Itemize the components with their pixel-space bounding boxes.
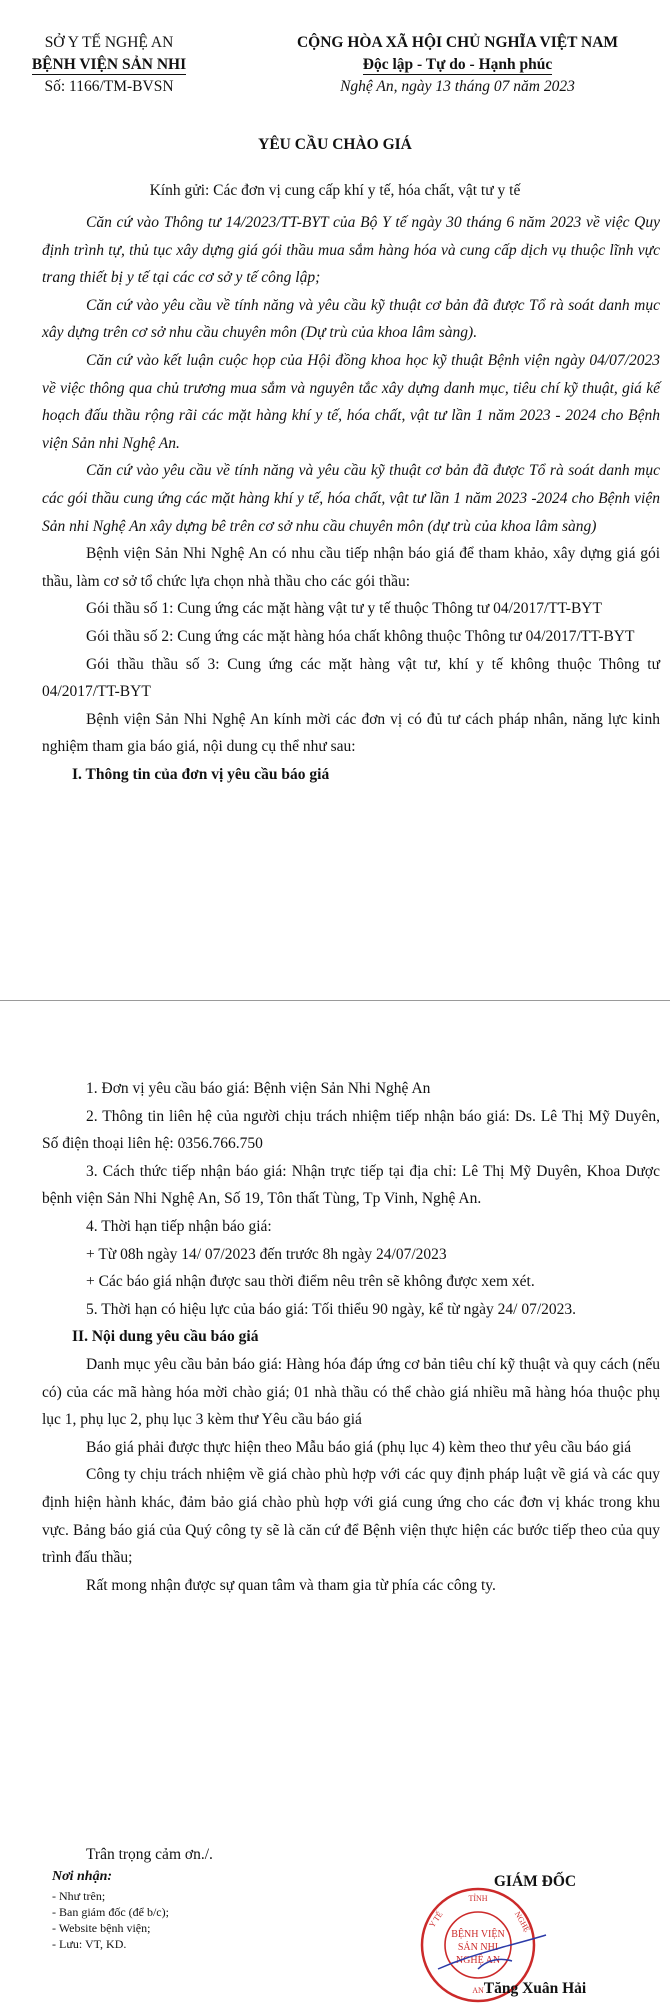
header-left bbox=[14, 32, 204, 98]
info-item-4: 4. Thời hạn tiếp nhận báo giá: bbox=[86, 1217, 272, 1235]
place-date: Nghệ An, ngày 13 tháng 07 năm 2023 bbox=[340, 78, 575, 95]
seal-bottom-text: AN bbox=[472, 1986, 484, 1995]
info-item-1: 1. Đơn vị yêu cầu báo giá: Bệnh viện Sản Nhi Nghệ An bbox=[86, 1080, 431, 1097]
page-1-body bbox=[42, 209, 660, 788]
header-right bbox=[245, 32, 670, 98]
content-paragraph-1: Danh mục yêu cầu bản báo giá: Hàng hóa đáp ứng cơ bản tiêu chí kỹ thuật và quy cách (nếu có) của các mã hàng hóa mời chào giá; 01 nhà thầu có thể chào giá nhiều mã hàng hóa thuộc phụ lục 1, phụ lục 2, phụ lục 3 kèm thư Yêu cầu báo giá bbox=[42, 1355, 660, 1429]
recipient-item: - Lưu: VT, KD. bbox=[52, 1937, 127, 1951]
package-2: Gói thầu số 2: Cung ứng các mặt hàng hóa chất không thuộc Thông tư 04/2017/TT-BYT bbox=[86, 627, 635, 645]
closing-line: Trân trọng cảm ơn./. bbox=[86, 1846, 213, 1863]
content-paragraph-3: Công ty chịu trách nhiệm về giá chào phù hợp với các quy định pháp luật về giá và các quy định hiện hành khác, đảm bảo giá chào phù hợp với giá cung ứng cho các đơn vị khác trong khu vực. Bảng báo giá của Quý công ty sẽ là căn cứ để Bệnh viện thực hiện các bước tiếp theo của quy trình đấu thầu; bbox=[42, 1466, 660, 1567]
invitation-paragraph: Bệnh viện Sản Nhi Nghệ An kính mời các đơn vị có đủ tư cách pháp nhân, năng lực kinh nghiệm tham gia báo giá, nội dung cụ thể như sau: bbox=[42, 710, 660, 756]
seal-center-line: BỆNH VIỆN bbox=[451, 1929, 505, 1940]
recipient-item: - Ban giám đốc (để b/c); bbox=[52, 1905, 169, 1919]
seal-center-line: NGHỆ AN bbox=[455, 1955, 501, 1966]
info-item-2: 2. Thông tin liên hệ của người chịu trách nhiệm tiếp nhận báo giá: Ds. Lê Thị Mỹ Duyên, Số điện thoại liên hệ: 0356.766.750 bbox=[42, 1107, 660, 1153]
page-1 bbox=[0, 0, 670, 1000]
content-paragraph-2: Báo giá phải được thực hiện theo Mẫu báo giá (phụ lục 4) kèm theo thư yêu cầu báo giá bbox=[86, 1438, 632, 1456]
info-item-5: 5. Thời hạn có hiệu lực của báo giá: Tối thiểu 90 ngày, kể từ ngày 24/ 07/2023. bbox=[86, 1300, 577, 1318]
intro-paragraph: Bệnh viện Sản Nhi Nghệ An có nhu cầu tiếp nhận báo giá để tham khảo, xây dựng giá gói thầu, làm cơ sở tổ chức lựa chọn nhà thầu cho các gói thầu: bbox=[42, 545, 660, 590]
signer-name: Tăng Xuân Hải bbox=[483, 1980, 587, 1997]
hospital-name: BỆNH VIỆN SẢN NHI bbox=[31, 56, 187, 73]
nation-name: CỘNG HÒA XÃ HỘI CHỦ NGHĨA VIỆT NAM bbox=[296, 34, 619, 51]
content-paragraph-4: Rất mong nhận được sự quan tâm và tham gia từ phía các công ty. bbox=[86, 1576, 496, 1594]
seal-right-text: NGHỆ bbox=[512, 1909, 532, 1934]
page-2 bbox=[0, 1003, 670, 2000]
section-2-heading: II. Nội dung yêu cầu báo giá bbox=[72, 1328, 259, 1346]
package-1: Gói thầu số 1: Cung ứng các mặt hàng vật tư y tế thuộc Thông tư 04/2017/TT-BYT bbox=[86, 600, 602, 618]
recipients-block bbox=[52, 1869, 312, 1952]
info-item-4a: + Từ 08h ngày 14/ 07/2023 đến trước 8h ngày 24/07/2023 bbox=[86, 1245, 447, 1263]
motto: Độc lập - Tự do - Hạnh phúc bbox=[362, 56, 553, 73]
recipients-title: Nơi nhận: bbox=[52, 1869, 113, 1884]
info-item-3: 3. Cách thức tiếp nhận báo giá: Nhận trực tiếp tại địa chỉ: Lê Thị Mỹ Duyên, Khoa Dược bệnh viện Sản Nhi Nghệ An, Số 19, Tôn thất Tùng, Tp Vinh, Nghệ An. bbox=[42, 1162, 660, 1208]
legal-basis-3: Căn cứ vào kết luận cuộc họp của Hội đồng khoa học kỹ thuật Bệnh viện ngày 04/07/2023 về việc thông qua chủ trương mua sắm và nguyên tắc xây dựng danh mục, tiêu chí kỹ thuật, giá kế hoạch đấu thầu rộng rãi các mặt hàng khí y tế, hóa chất, vật tư lần 1 năm 2023 - 2024 cho Bệnh viện Sản nhi Nghệ An. bbox=[42, 351, 660, 452]
info-item-4b: + Các báo giá nhận được sau thời điểm nêu trên sẽ không được xem xét. bbox=[86, 1273, 535, 1291]
page-divider bbox=[0, 1000, 670, 1001]
recipient-item: - Website bệnh viện; bbox=[52, 1921, 151, 1935]
seal-top-text: TỈNH bbox=[468, 1894, 488, 1903]
seal-center-line: SẢN NHI bbox=[457, 1942, 499, 1953]
recipient-line: Kính gửi: Các đơn vị cung cấp khí y tế, hóa chất, vật tư y tế bbox=[149, 182, 521, 199]
recipient-item: - Như trên; bbox=[52, 1889, 106, 1903]
ministry-name: SỞ Y TẾ NGHỆ AN bbox=[44, 34, 174, 51]
document-number: Số: 1166/TM-BVSN bbox=[44, 78, 174, 95]
signer-title: GIÁM ĐỐC bbox=[493, 1873, 577, 1890]
document-title: YÊU CẦU CHÀO GIÁ bbox=[258, 136, 412, 153]
page-2-body bbox=[42, 1075, 660, 1599]
package-3: Gói thầu thầu số 3: Cung ứng các mặt hàng vật tư, khí y tế không thuộc Thông tư 04/2017/TT-BYT bbox=[42, 655, 660, 701]
legal-basis-2: Căn cứ vào yêu cầu về tính năng và yêu cầu kỹ thuật cơ bản đã được Tổ rà soát danh mục xây dựng trên cơ sở nhu cầu chuyên môn (Dự trù của khoa lâm sàng). bbox=[42, 296, 660, 342]
legal-basis-1: Căn cứ vào Thông tư 14/2023/TT-BYT của Bộ Y tế ngày 30 tháng 6 năm 2023 về việc Quy định trình tự, thủ tục xây dựng giá gói thầu mua sắm hàng hóa và cung cấp dịch vụ thuộc lĩnh vực trang thiết bị y tế tại các cơ sở y tế công lập; bbox=[42, 214, 660, 287]
section-1-heading: I. Thông tin của đơn vị yêu cầu báo giá bbox=[72, 765, 330, 783]
seal-left-text: Y TẾ bbox=[427, 1909, 445, 1930]
legal-basis-4: Căn cứ vào yêu cầu về tính năng và yêu cầu kỹ thuật cơ bản đã được Tổ rà soát danh mục các gói thầu cung ứng các mặt hàng khí y tế, hóa chất, vật tư lần 1 năm 2023 -2024 cho Bệnh viện Sản nhi Nghệ An xây dựng bê trên cơ sở nhu cầu chuyên môn (dự trù của khoa lâm sàng) bbox=[42, 462, 660, 535]
